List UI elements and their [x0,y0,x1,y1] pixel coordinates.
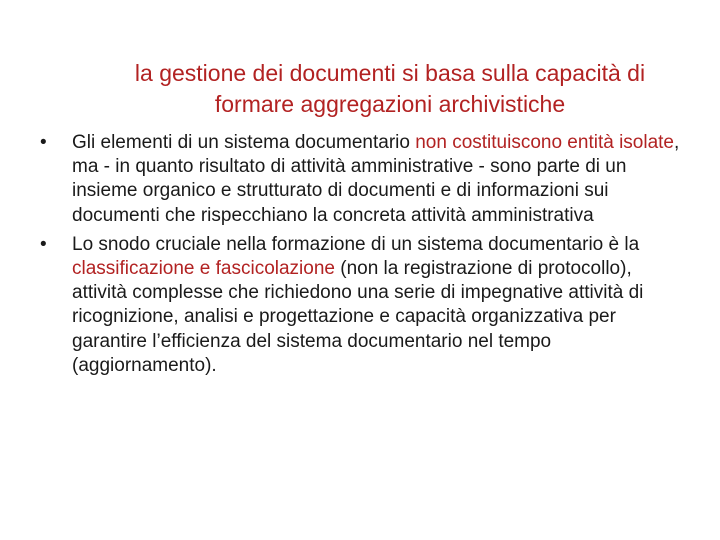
bullet-item [34,131,684,228]
bullet-dot-icon: • [40,132,47,153]
bullet-text-highlight: non costituiscono entità isolate [415,132,674,153]
title-line-2: formare aggregazioni archivistiche [214,91,566,117]
bullet-text-pre: Gli elementi di un sistema documentario [72,132,416,153]
bullet-text-post: (non la registrazione di protocollo), attività complesse che richiedono una serie di impegnative attività di ricognizione, analisi e progettazione e capacità organizzativa per garantire l’efficienza del sistema documentario nel tempo (aggiornamento). [72,258,644,376]
bullet-item [34,233,684,378]
title-line-1: la gestione dei documenti si basa sulla capacità di [134,60,646,86]
bullet-dot-icon: • [40,233,47,255]
slide-title [60,58,720,120]
bullet-text-pre: Lo snodo cruciale nella formazione di un sistema documentario è la [72,233,640,255]
bullet-text-post: , ma - in quanto risultato di attività amministrative - sono parte di un insieme organico e strutturato di documenti e di informazioni sui documenti che rispecchiano la concreta attività amministrativa [72,132,680,226]
bullet-text-highlight: classificazione e fascicolazione [72,258,335,280]
bullet-list [34,131,684,383]
